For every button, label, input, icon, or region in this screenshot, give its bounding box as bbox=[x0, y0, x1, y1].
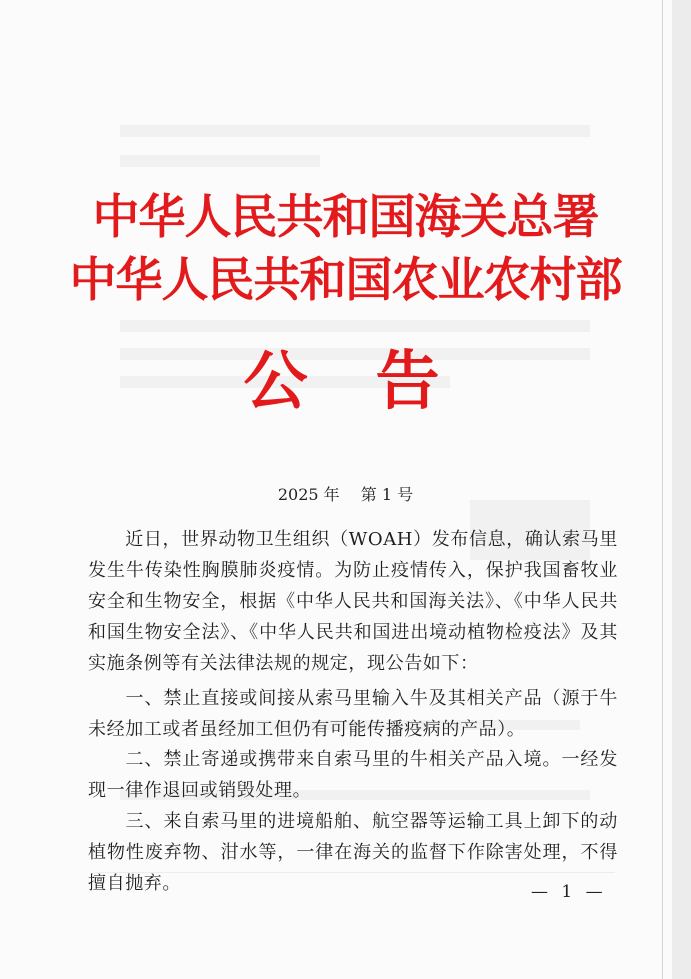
body-paragraph-intro bbox=[88, 524, 618, 679]
paragraph-text: 三、来自索马里的进境船舶、航空器等运输工具上卸下的动植物性废弃物、泔水等，一律在海关的监督下作除害处理，不得擅自抛弃。 bbox=[88, 811, 618, 894]
page-number: — 1 — bbox=[531, 882, 607, 902]
document-number bbox=[0, 482, 691, 505]
doc-number: 第 1 号 bbox=[360, 485, 414, 504]
paragraph-text: 一、禁止直接或间接从索马里输入牛及其相关产品（源于牛未经加工或者虽经加工但仍有可能传播疫病的产品）。 bbox=[88, 688, 618, 740]
paragraph-text: 近日，世界动物卫生组织（WOAH）发布信息，确认索马里发生牛传染性胸膜肺炎疫情。为防止疫情传入，保护我国畜牧业安全和生物安全，根据《中华人民共和国海关法》、《中华人民共和国生物安全法》、《中华人民共和国进出境动植物检疫法》及其实施条例等有关法律法规的规定，现公告如下： bbox=[88, 529, 618, 674]
body-paragraph-item-1 bbox=[88, 683, 618, 745]
scan-margin bbox=[672, 0, 691, 979]
issuer-customs: 中华人民共和国海关总署 bbox=[92, 190, 599, 245]
issuer-agriculture: 中华人民共和国农业农村部 bbox=[69, 253, 622, 308]
bleed-through-mark bbox=[120, 125, 590, 137]
paragraph-text: 二、禁止寄递或携带来自索马里的牛相关产品入境。一经发现一律作退回或销毁处理。 bbox=[88, 749, 618, 801]
footer-divider bbox=[95, 872, 615, 873]
bleed-through-mark bbox=[120, 155, 320, 167]
announcement-heading: 公告 bbox=[243, 345, 508, 419]
page-edge bbox=[662, 0, 663, 979]
doc-year: 2025 年 bbox=[277, 485, 340, 504]
body-paragraph-item-2 bbox=[88, 744, 618, 806]
